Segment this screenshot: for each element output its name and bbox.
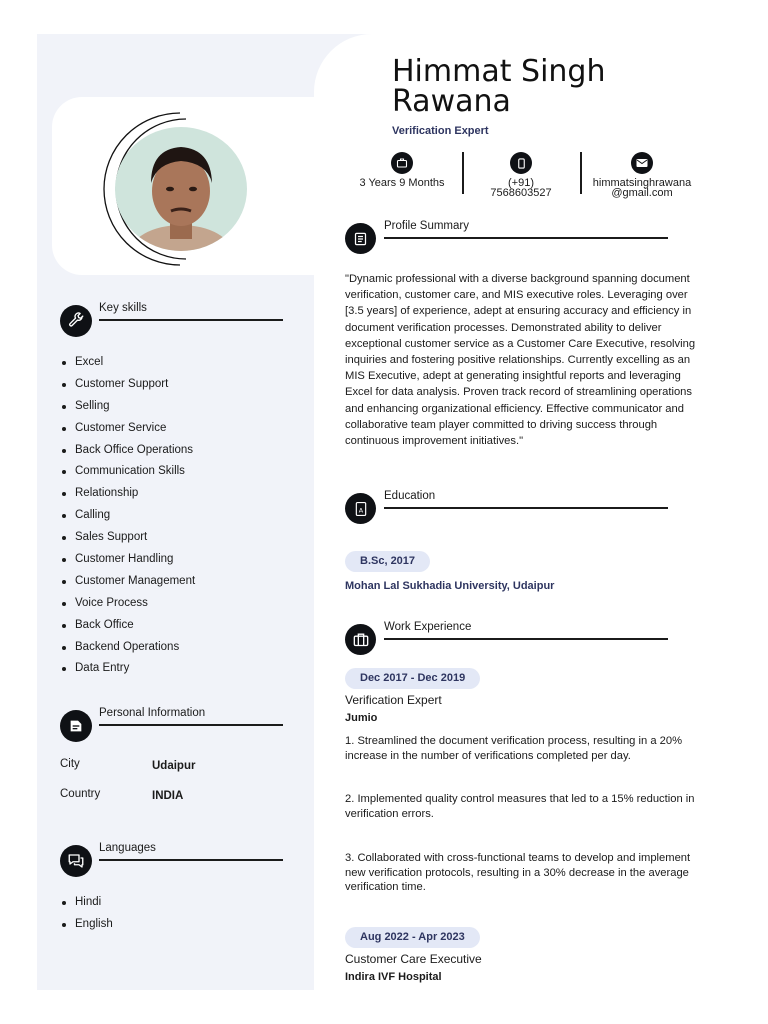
list-item: Calling [75,505,195,527]
list-item: Backend Operations [75,637,195,659]
profile-summary-title: Profile Summary [384,220,469,232]
email-icon [631,152,653,174]
contact-divider [580,152,582,194]
section-divider [384,638,668,640]
name-line-2: Rawana [392,84,511,119]
list-item: Excel [75,352,195,374]
job-dates-badge: Aug 2022 - Apr 2023 [345,927,480,948]
resume-page [37,34,731,990]
languages-list [75,892,113,936]
list-item: Sales Support [75,527,195,549]
list-item: Hindi [75,892,113,914]
section-divider [384,237,668,239]
section-divider [99,724,283,726]
list-item: Customer Service [75,418,195,440]
phone-prefix: (+91) [508,177,534,189]
section-divider [99,859,283,861]
contact-divider [462,152,464,194]
list-item: Relationship [75,483,195,505]
wrench-icon [60,305,92,337]
briefcase-icon [345,624,376,655]
list-item: Voice Process [75,593,195,615]
country-label: Country [60,788,101,800]
city-label: City [60,758,80,770]
job-achievement: 3. Collaborated with cross-functional teams to develop and implement new verification protocols, resulting in a 30% decrease in the average verification time. [345,852,691,894]
chat-icon [60,845,92,877]
job-company: Jumio [345,712,378,724]
job-role: Verification Expert [392,125,489,137]
phone-number: 7568603527 [490,187,552,199]
email-domain: @gmail.com [611,187,673,199]
key-skills-title: Key skills [99,302,147,314]
education-degree-badge: B.Sc, 2017 [345,551,430,572]
document-icon [345,223,376,254]
list-item: Selling [75,396,195,418]
personal-info-title: Personal Information [99,707,206,719]
phone-icon [510,152,532,174]
key-skills-list [75,352,195,680]
job-title: Verification Expert [345,693,442,707]
job-achievement: 2. Implemented quality control measures that led to a 15% reduction in verification errors. [345,793,695,820]
id-card-icon [60,710,92,742]
list-item: Customer Support [75,374,195,396]
email-user: himmatsinghrawana [592,177,692,189]
profile-summary-text: "Dynamic professional with a diverse background spanning document verification, customer care, and MIS executive roles. Leveraging over [3.5 years] of experience, adept at ensuring accuracy and efficiency in document verification processes. Demonstrated ability to deliver exceptional customer service as a Customer Care Executive, resolving inquiries and fostering positive relationships. Currently excelling as an MIS Executive, adept at generating insightful reports and leveraging Excel for data analysis. Proven track record of streamlining operations and enhancing organizational efficiency. Effective communicator and collaborative team player committed to driving success through continuous improvement initiatives." [345,273,696,448]
list-item: English [75,914,113,936]
briefcase-icon [391,152,413,174]
candidate-name [392,54,606,119]
book-icon [345,493,376,524]
experience-contact [352,152,452,188]
list-item: Customer Management [75,571,195,593]
job-dates-badge: Dec 2017 - Dec 2019 [345,668,480,689]
education-university: Mohan Lal Sukhadia University, Udaipur [345,580,555,592]
list-item: Data Entry [75,658,195,680]
section-divider [99,319,283,321]
avatar-portrait [115,127,247,251]
city-value: Udaipur [152,760,196,772]
job-achievement: 1. Streamlined the document verification process, resulting in a 20% increase in the number of verifications completed per day. [345,735,683,762]
avatar [115,127,247,251]
job-title: Customer Care Executive [345,952,482,966]
list-item: Back Office [75,615,195,637]
list-item: Communication Skills [75,461,195,483]
education-title: Education [384,490,436,502]
section-divider [384,507,668,509]
experience-text: 3 Years 9 Months [359,177,445,189]
name-line-1: Himmat Singh [392,54,606,89]
work-experience-title: Work Experience [384,621,472,633]
svg-text:A: A [358,506,363,514]
email-contact [588,152,696,198]
job-company: Indira IVF Hospital [345,971,442,983]
list-item: Customer Handling [75,549,195,571]
languages-title: Languages [99,842,156,854]
country-value: INDIA [152,790,184,802]
list-item: Back Office Operations [75,440,195,462]
phone-contact [471,152,571,198]
